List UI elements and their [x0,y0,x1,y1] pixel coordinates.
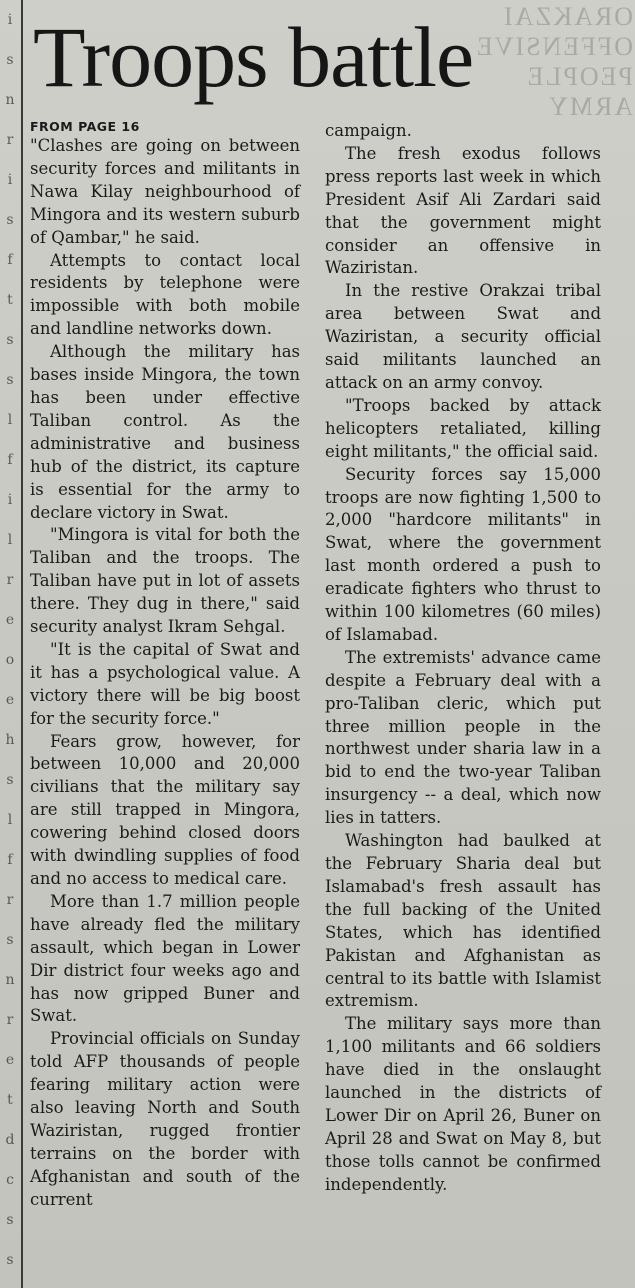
gutter-letter: i [7,172,13,188]
gutter-letter: l [7,812,13,828]
gutter-letter: d [5,1132,15,1148]
gutter-letter: s [6,52,14,68]
gutter-letter: i [7,12,13,28]
paragraph: Attempts to contact local residents by telephone were impossible with both mobile and landline networks down. [30,250,300,339]
gutter-letter: c [6,1172,14,1188]
gutter-letter: t [7,1092,13,1108]
gutter-letter: s [6,332,14,348]
gutter-letter: t [7,292,13,308]
gutter-letter: r [6,892,14,908]
gutter-letter: s [6,212,14,228]
paragraph: "It is the capital of Swat and it has a psychological value. A victory there will be big boost for the security force." [30,639,300,728]
show-through-text: ORAKZAI OFFENSIVE PEOPLE ARMY [474,2,633,121]
gutter-letter: e [5,612,15,628]
continuation-kicker: FROM PAGE 16 [30,119,140,134]
adjacent-column-fragment [0,0,20,1288]
gutter-letter: r [6,1012,14,1028]
gutter-letter: i [7,492,13,508]
paragraph: Security forces say 15,000 troops are now fighting 1,500 to 2,000 "hardcore militants" in Swat, where the government last month ordered a push to eradicate fighters who thrust to within 100 kilometres (60 miles) of Islamabad. [325,464,601,644]
column-divider [21,0,23,1288]
gutter-letter: e [5,1052,15,1068]
paragraph: "Troops backed by attack helicopters retaliated, killing eight militants," the official said. [325,395,601,461]
paragraph: The military says more than 1,100 militants and 66 soldiers have died in the onslaught launched in the districts of Lower Dir on April 26, Buner on April 28 and Swat on May 8, but those tolls cannot be confirmed independently. [325,1014,601,1194]
gutter-letter: l [7,532,13,548]
paragraph: The fresh exodus follows press reports last week in which President Asif Ali Zardari said that the government might consider an offensive in Waziristan. [325,143,601,278]
gutter-letter: f [7,452,13,468]
paragraph: More than 1.7 million people have already fled the military assault, which began in Lower Dir district four weeks ago and has now gripped Buner and Swat. [30,891,300,1026]
gutter-letter: s [6,1212,14,1228]
headline: Troops battle [33,9,474,105]
paragraph: Fears grow, however, for between 10,000 and 20,000 civilians that the military say are still trapped in Mingora, cowering behind closed doors with dwindling supplies of food and no access to medical care. [30,731,300,888]
article-column-right [325,120,601,1197]
paragraph: "Clashes are going on between security forces and militants in Nawa Kilay neighbourhood of Mingora and its western suburb of Qambar," he said. [30,136,300,247]
gutter-letter: s [6,372,14,388]
gutter-letter: s [6,932,14,948]
paragraph: Although the military has bases inside Mingora, the town has been under effective Taliban control. As the administrative and business hub of the district, its capture is essential for the army to declare victory in Swat. [30,342,300,522]
paragraph: The extremists' advance came despite a February deal with a pro-Taliban cleric, which put three million people in the northwest under sharia law in a bid to end the two-year Taliban insurgency -- a deal, which now lies in tatters. [325,647,601,828]
paragraph: In the restive Orakzai tribal area between Swat and Waziristan, a security official said militants launched an attack on an army convoy. [325,281,601,392]
gutter-letter: l [7,412,13,428]
paragraph: campaign. [325,121,412,140]
article-column-left [30,135,300,1212]
gutter-letter: r [6,132,14,148]
gutter-letter: s [6,772,14,788]
gutter-letter: s [6,1252,14,1268]
paragraph: Provincial officials on Sunday told AFP thousands of people fearing military action were also leaving North and South Waziristan, rugged frontier terrains on the border with Afghanistan and south of the current [30,1029,300,1209]
gutter-letter: r [6,572,14,588]
gutter-letter: f [7,252,13,268]
gutter-letter: h [5,732,15,748]
paragraph: Washington had baulked at the February Sharia deal but Islamabad's fresh assault has the full backing of the United States, which has identified Pakistan and Afghanistan as central to its battle with Islamist extremism. [325,831,601,1011]
gutter-letter: n [5,92,15,108]
paragraph: "Mingora is vital for both the Taliban and the troops. The Taliban have put in lot of assets there. They dug in there," said security analyst Ikram Sehgal. [30,525,300,637]
gutter-letter: e [5,692,15,708]
gutter-letter: f [7,852,13,868]
gutter-letter: n [5,972,15,988]
gutter-letter: o [5,652,15,668]
